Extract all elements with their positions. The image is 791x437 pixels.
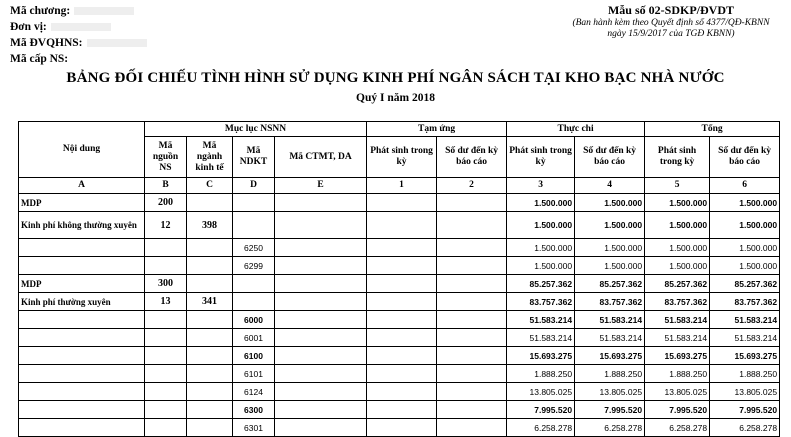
cell-desc	[19, 419, 145, 437]
cell-t-ps: 85.257.362	[645, 275, 710, 293]
cell-ctmt	[275, 419, 367, 437]
cell-tc-ps: 1.500.000	[507, 239, 575, 257]
cell-ndkt: 6001	[233, 329, 275, 347]
cell-tu-sd	[437, 419, 507, 437]
cell-ctmt	[275, 401, 367, 419]
cell-ndkt: 6100	[233, 347, 275, 365]
cell-tu-ps	[367, 347, 437, 365]
col-code: A	[19, 178, 145, 194]
col-group-tam-ung: Tạm ứng	[367, 122, 507, 137]
cell-t-sd: 1.888.250	[710, 365, 780, 383]
cell-tc-sd: 1.500.000	[575, 212, 645, 239]
cell-t-sd: 51.583.214	[710, 311, 780, 329]
cell-tc-ps: 7.995.520	[507, 401, 575, 419]
cell-ndkt: 6101	[233, 365, 275, 383]
cell-t-ps: 15.693.275	[645, 347, 710, 365]
header-row-1	[19, 122, 780, 137]
cell-nganh	[187, 365, 233, 383]
table-row	[19, 212, 780, 239]
col-ma-nganh: Mã ngành kinh tế	[187, 137, 233, 178]
cell-ndkt: 6000	[233, 311, 275, 329]
col-code: D	[233, 178, 275, 194]
cell-t-ps: 1.500.000	[645, 257, 710, 275]
col-tu-so-du: Số dư đến kỳ báo cáo	[437, 137, 507, 178]
cell-nganh	[187, 401, 233, 419]
cell-nguon: 200	[145, 194, 187, 212]
table-row	[19, 194, 780, 212]
table-row	[19, 257, 780, 275]
cell-t-ps: 1.500.000	[645, 194, 710, 212]
cell-ctmt	[275, 212, 367, 239]
document-title: BẢNG ĐỐI CHIẾU TÌNH HÌNH SỬ DỤNG KINH PHÍ NGÂN SÁCH TẠI KHO BẠC NHÀ NƯỚC	[66, 70, 725, 86]
cell-ndkt: 6301	[233, 419, 275, 437]
cell-nganh	[187, 275, 233, 293]
cell-nguon	[145, 365, 187, 383]
cell-t-ps: 6.258.278	[645, 419, 710, 437]
form-note-line-2: ngày 15/9/2017 của TGĐ KBNN)	[607, 29, 735, 39]
cell-nganh	[187, 419, 233, 437]
col-group-thuc-chi: Thực chi	[507, 122, 645, 137]
col-code: C	[187, 178, 233, 194]
cell-desc	[19, 329, 145, 347]
cell-tc-sd: 1.500.000	[575, 239, 645, 257]
cell-tu-ps	[367, 239, 437, 257]
cell-tu-sd	[437, 347, 507, 365]
header-fields	[10, 3, 147, 67]
cell-ctmt	[275, 239, 367, 257]
table-row	[19, 275, 780, 293]
cell-nguon	[145, 401, 187, 419]
cell-ndkt: 6300	[233, 401, 275, 419]
cell-nguon: 13	[145, 293, 187, 311]
cell-ctmt	[275, 365, 367, 383]
cell-t-sd: 1.500.000	[710, 239, 780, 257]
cell-tu-sd	[437, 383, 507, 401]
cell-tu-sd	[437, 293, 507, 311]
form-number: Mẫu số 02-SDKP/ĐVDT	[607, 3, 734, 17]
cell-t-ps: 13.805.025	[645, 383, 710, 401]
cell-tc-ps: 1.500.000	[507, 257, 575, 275]
cell-desc	[19, 365, 145, 383]
cell-tu-ps	[367, 419, 437, 437]
cell-desc: Kinh phí không thường xuyên	[19, 212, 145, 239]
cell-nguon: 12	[145, 212, 187, 239]
cell-ctmt	[275, 383, 367, 401]
cell-tc-ps: 51.583.214	[507, 329, 575, 347]
col-t-so-du: Số dư đến kỳ báo cáo	[710, 137, 780, 178]
cell-tu-ps	[367, 293, 437, 311]
table-row	[19, 365, 780, 383]
table-row	[19, 311, 780, 329]
cell-tu-sd	[437, 239, 507, 257]
cell-tu-ps	[367, 311, 437, 329]
cell-nganh: 398	[187, 212, 233, 239]
col-code: 1	[367, 178, 437, 194]
col-t-phat-sinh: Phát sinh trong kỳ	[645, 137, 710, 178]
col-group-tong: Tổng	[645, 122, 780, 137]
table-body	[19, 194, 780, 437]
table-row	[19, 347, 780, 365]
cell-desc: MDP	[19, 275, 145, 293]
field-ma-dvqhns	[10, 35, 147, 51]
col-ctmt: Mã CTMT, DA	[275, 137, 367, 178]
col-code: 6	[710, 178, 780, 194]
cell-ctmt	[275, 311, 367, 329]
cell-tu-sd	[437, 329, 507, 347]
cell-t-ps: 51.583.214	[645, 329, 710, 347]
cell-desc: MDP	[19, 194, 145, 212]
cell-tc-sd: 15.693.275	[575, 347, 645, 365]
cell-nganh	[187, 239, 233, 257]
cell-tc-ps: 51.583.214	[507, 311, 575, 329]
cell-tc-sd: 51.583.214	[575, 311, 645, 329]
field-label: Mã chương:	[10, 5, 71, 17]
cell-nganh	[187, 257, 233, 275]
redacted-value	[74, 7, 134, 15]
form-info	[560, 3, 782, 40]
cell-tu-sd	[437, 365, 507, 383]
cell-tc-ps: 6.258.278	[507, 419, 575, 437]
cell-tc-sd: 1.888.250	[575, 365, 645, 383]
cell-nganh: 341	[187, 293, 233, 311]
cell-tc-ps: 85.257.362	[507, 275, 575, 293]
cell-nganh	[187, 383, 233, 401]
cell-nguon: 300	[145, 275, 187, 293]
cell-tc-sd: 85.257.362	[575, 275, 645, 293]
field-ma-cap-ns	[10, 51, 147, 67]
cell-tu-ps	[367, 401, 437, 419]
field-label: Mã ĐVQHNS:	[10, 37, 83, 49]
col-tc-so-du: Số dư đến kỳ báo cáo	[575, 137, 645, 178]
form-note-line-1: (Ban hành kèm theo Quyết định số 4377/QĐ-KBNN	[572, 18, 770, 28]
cell-ndkt: 6299	[233, 257, 275, 275]
cell-tc-ps: 13.805.025	[507, 383, 575, 401]
cell-ctmt	[275, 293, 367, 311]
cell-ndkt	[233, 293, 275, 311]
cell-t-sd: 51.583.214	[710, 329, 780, 347]
cell-nganh	[187, 329, 233, 347]
col-noi-dung: Nội dung	[19, 122, 145, 178]
cell-t-sd: 15.693.275	[710, 347, 780, 365]
cell-nguon	[145, 383, 187, 401]
cell-t-ps: 83.757.362	[645, 293, 710, 311]
cell-desc: Kinh phí thường xuyên	[19, 293, 145, 311]
redacted-value	[87, 39, 147, 47]
col-code: 4	[575, 178, 645, 194]
table-row	[19, 239, 780, 257]
table-row	[19, 383, 780, 401]
cell-tc-ps: 1.888.250	[507, 365, 575, 383]
cell-tu-ps	[367, 365, 437, 383]
cell-t-ps: 1.500.000	[645, 212, 710, 239]
cell-ndkt	[233, 194, 275, 212]
cell-tu-ps	[367, 275, 437, 293]
col-code: 3	[507, 178, 575, 194]
cell-ndkt	[233, 275, 275, 293]
cell-tu-sd	[437, 257, 507, 275]
cell-desc	[19, 347, 145, 365]
cell-tu-sd	[437, 212, 507, 239]
field-label: Đơn vị:	[10, 21, 47, 33]
cell-nguon	[145, 329, 187, 347]
cell-ndkt: 6124	[233, 383, 275, 401]
cell-tc-ps: 1.500.000	[507, 194, 575, 212]
cell-t-ps: 1.888.250	[645, 365, 710, 383]
col-code: 5	[645, 178, 710, 194]
cell-tu-ps	[367, 212, 437, 239]
cell-nguon	[145, 419, 187, 437]
cell-t-sd: 13.805.025	[710, 383, 780, 401]
table-row	[19, 293, 780, 311]
cell-tc-sd: 1.500.000	[575, 257, 645, 275]
cell-tu-ps	[367, 329, 437, 347]
cell-t-ps: 51.583.214	[645, 311, 710, 329]
cell-tu-sd	[437, 275, 507, 293]
cell-t-ps: 7.995.520	[645, 401, 710, 419]
cell-t-sd: 1.500.000	[710, 194, 780, 212]
cell-tc-sd: 7.995.520	[575, 401, 645, 419]
cell-t-sd: 1.500.000	[710, 212, 780, 239]
cell-t-sd: 7.995.520	[710, 401, 780, 419]
redacted-value	[51, 23, 111, 31]
cell-ctmt	[275, 275, 367, 293]
col-group-muc-luc: Mục lục NSNN	[145, 122, 367, 137]
cell-tc-sd: 51.583.214	[575, 329, 645, 347]
cell-tc-ps: 15.693.275	[507, 347, 575, 365]
column-code-row	[19, 178, 780, 194]
cell-tu-ps	[367, 194, 437, 212]
field-ma-chuong	[10, 3, 147, 19]
field-label: Mã cấp NS:	[10, 53, 69, 65]
col-code: B	[145, 178, 187, 194]
cell-desc	[19, 311, 145, 329]
cell-t-ps: 1.500.000	[645, 239, 710, 257]
cell-tu-ps	[367, 257, 437, 275]
cell-ctmt	[275, 257, 367, 275]
cell-tc-sd: 83.757.362	[575, 293, 645, 311]
cell-tc-sd: 1.500.000	[575, 194, 645, 212]
cell-t-sd: 6.258.278	[710, 419, 780, 437]
cell-t-sd: 85.257.362	[710, 275, 780, 293]
table-row	[19, 419, 780, 437]
col-ndkt: Mã NDKT	[233, 137, 275, 178]
cell-nguon	[145, 347, 187, 365]
cell-desc	[19, 401, 145, 419]
table-row	[19, 329, 780, 347]
cell-tc-sd: 6.258.278	[575, 419, 645, 437]
report-period: Quý I năm 2018	[356, 92, 435, 104]
cell-tu-sd	[437, 311, 507, 329]
cell-tu-sd	[437, 401, 507, 419]
cell-ndkt	[233, 212, 275, 239]
cell-ctmt	[275, 329, 367, 347]
cell-nguon	[145, 311, 187, 329]
cell-desc	[19, 257, 145, 275]
col-ma-nguon: Mã nguồn NS	[145, 137, 187, 178]
col-tu-phat-sinh: Phát sinh trong kỳ	[367, 137, 437, 178]
cell-ndkt: 6250	[233, 239, 275, 257]
cell-tu-ps	[367, 383, 437, 401]
cell-tc-ps: 1.500.000	[507, 212, 575, 239]
cell-tu-sd	[437, 194, 507, 212]
cell-desc	[19, 383, 145, 401]
cell-tc-ps: 83.757.362	[507, 293, 575, 311]
table-row	[19, 401, 780, 419]
cell-ctmt	[275, 347, 367, 365]
field-don-vi	[10, 19, 147, 35]
col-code: E	[275, 178, 367, 194]
cell-nganh	[187, 194, 233, 212]
col-code: 2	[437, 178, 507, 194]
reconciliation-table	[18, 121, 780, 437]
cell-nguon	[145, 239, 187, 257]
cell-ctmt	[275, 194, 367, 212]
cell-t-sd: 1.500.000	[710, 257, 780, 275]
col-tc-phat-sinh: Phát sinh trong kỳ	[507, 137, 575, 178]
cell-nguon	[145, 257, 187, 275]
cell-nganh	[187, 311, 233, 329]
cell-nganh	[187, 347, 233, 365]
cell-t-sd: 83.757.362	[710, 293, 780, 311]
cell-tc-sd: 13.805.025	[575, 383, 645, 401]
cell-desc	[19, 239, 145, 257]
